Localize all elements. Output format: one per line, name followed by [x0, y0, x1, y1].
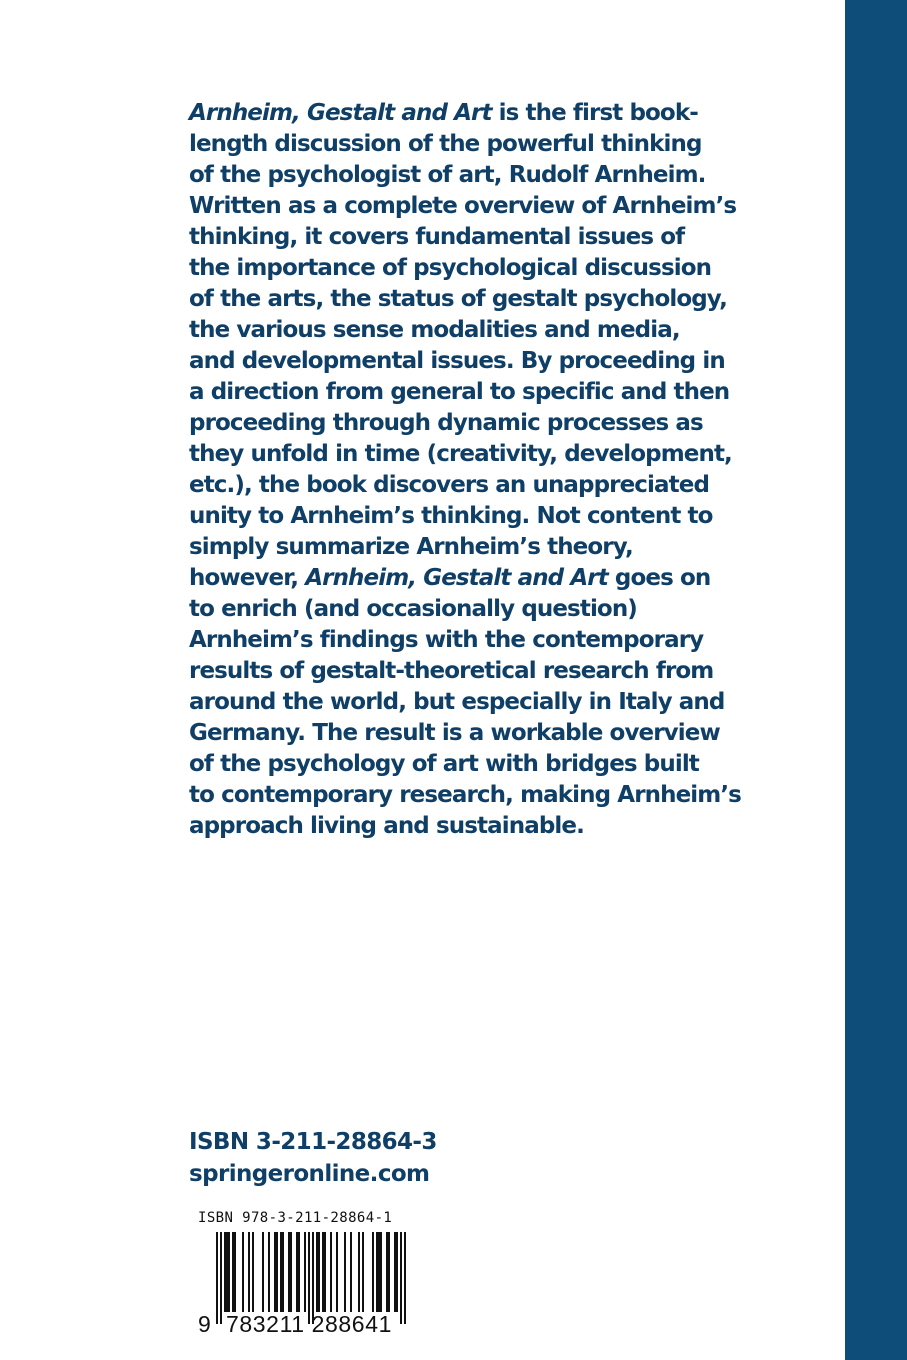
barcode-bar: [396, 1232, 398, 1312]
blurb-text: simply summarize Arnheim’s theory,: [189, 534, 633, 560]
blurb-line: [189, 408, 749, 439]
barcode-bar: [380, 1232, 382, 1312]
blurb-line: [189, 780, 749, 811]
blurb-text: Germany. The result is a workable overview: [189, 720, 720, 746]
barcode-bar: [276, 1232, 278, 1312]
blurb-text: results of gestalt-theoretical research from: [189, 658, 714, 684]
barcode-bar: [304, 1232, 306, 1312]
barcode-bar: [386, 1232, 388, 1312]
barcode-bar: [376, 1232, 378, 1312]
barcode-bar: [268, 1232, 270, 1312]
blurb-line: [189, 284, 749, 315]
barcode-bar: [336, 1232, 338, 1312]
blurb-line: [189, 625, 749, 656]
publisher-imprint: [189, 1126, 437, 1190]
barcode-isbn-label: ISBN 978-3-211-28864-1: [198, 1210, 393, 1226]
blurb-text: goes on: [607, 565, 711, 591]
blurb-text: approach living and sustainable.: [189, 813, 584, 839]
blurb-text: Arnheim’s findings with the contemporary: [189, 627, 704, 653]
blurb-line: [189, 129, 749, 160]
barcode-bar: [232, 1232, 234, 1312]
barcode-bar: [220, 1232, 222, 1324]
barcode-bar: [400, 1232, 402, 1324]
blurb-text: however,: [189, 565, 306, 591]
blurb-line: [189, 656, 749, 687]
blurb-text: the importance of psychological discussion: [189, 255, 712, 281]
blurb-text: they unfold in time (creativity, development,: [189, 441, 732, 467]
blurb-line: [189, 563, 749, 594]
blurb-line: [189, 222, 749, 253]
barcode-bar: [248, 1232, 250, 1312]
barcode-bar: [322, 1232, 324, 1312]
blurb-text: is the first book-: [491, 100, 698, 126]
barcode-bar: [298, 1232, 300, 1312]
barcode-bar: [274, 1232, 276, 1312]
blurb-text: of the psychologist of art, Rudolf Arnheim.: [189, 162, 706, 188]
blurb-text: the various sense modalities and media,: [189, 317, 680, 343]
barcode-bar: [226, 1232, 228, 1312]
barcode-bar: [280, 1232, 282, 1312]
barcode-bar: [262, 1232, 264, 1312]
blurb-line: [189, 346, 749, 377]
barcode-bar: [252, 1232, 254, 1312]
blurb-text: of the arts, the status of gestalt psychology,: [189, 286, 727, 312]
blurb-line: [189, 470, 749, 501]
back-cover-blurb: [189, 98, 749, 842]
blurb-line: [189, 718, 749, 749]
blurb-text: length discussion of the powerful thinking: [189, 131, 702, 157]
barcode-first-digit: 9: [198, 1311, 211, 1337]
barcode-bar: [358, 1232, 360, 1312]
barcode-bar: [318, 1232, 320, 1312]
book-title-italic: Arnheim, Gestalt and Art: [305, 565, 608, 591]
blurb-text: etc.), the book discovers an unappreciated: [189, 472, 710, 498]
blurb-text: unity to Arnheim’s thinking. Not content to: [189, 503, 713, 529]
barcode-bar: [324, 1232, 326, 1312]
book-title-italic: Arnheim, Gestalt and Art: [189, 100, 492, 126]
barcode-bar: [404, 1232, 406, 1324]
blurb-text: proceeding through dynamic processes as: [189, 410, 703, 436]
blurb-line: [189, 594, 749, 625]
spine-color-bar: [845, 0, 907, 1360]
barcode-bar: [224, 1232, 226, 1312]
blurb-line: [189, 439, 749, 470]
blurb-text: to contemporary research, making Arnheim’s: [189, 782, 741, 808]
blurb-text: to enrich (and occasionally question): [189, 596, 637, 622]
publisher-website: springeronline.com: [189, 1161, 430, 1187]
barcode-bar: [350, 1232, 352, 1312]
barcode-bar: [234, 1232, 236, 1312]
blurb-text: thinking, it covers fundamental issues of: [189, 224, 685, 250]
blurb-line: [189, 191, 749, 222]
blurb-line: [189, 160, 749, 191]
blurb-line: [189, 687, 749, 718]
blurb-line: [189, 532, 749, 563]
blurb-line: [189, 501, 749, 532]
blurb-text: Written as a complete overview of Arnheim’s: [189, 193, 737, 219]
barcode-bar: [316, 1232, 318, 1312]
barcode-bar: [288, 1232, 290, 1312]
barcode-bar: [394, 1232, 396, 1312]
barcode-bar: [378, 1232, 380, 1312]
barcode-bar: [216, 1232, 218, 1324]
barcode-bar: [290, 1232, 292, 1312]
blurb-line: [189, 749, 749, 780]
blurb-text: and developmental issues. By proceeding in: [189, 348, 725, 374]
barcode-bar: [344, 1232, 346, 1312]
isbn-text: ISBN 3-211-28864-3: [189, 1129, 437, 1155]
blurb-line: [189, 315, 749, 346]
blurb-text: around the world, but especially in Italy and: [189, 689, 725, 715]
blurb-line: [189, 377, 749, 408]
barcode-bar: [282, 1232, 284, 1312]
barcode-bar: [330, 1232, 332, 1312]
blurb-line: [189, 98, 749, 129]
blurb-text: a direction from general to specific and then: [189, 379, 730, 405]
barcode-digits: 783211 288641: [226, 1311, 392, 1337]
barcode-bar: [388, 1232, 390, 1312]
blurb-line: [189, 253, 749, 284]
barcode-bar: [362, 1232, 364, 1312]
barcode-bar: [296, 1232, 298, 1312]
barcode-bar: [228, 1232, 230, 1312]
barcode-bar: [242, 1232, 244, 1312]
barcode: [190, 1208, 430, 1360]
barcode-bar: [372, 1232, 374, 1312]
blurb-text: of the psychology of art with bridges built: [189, 751, 699, 777]
blurb-line: [189, 811, 749, 842]
